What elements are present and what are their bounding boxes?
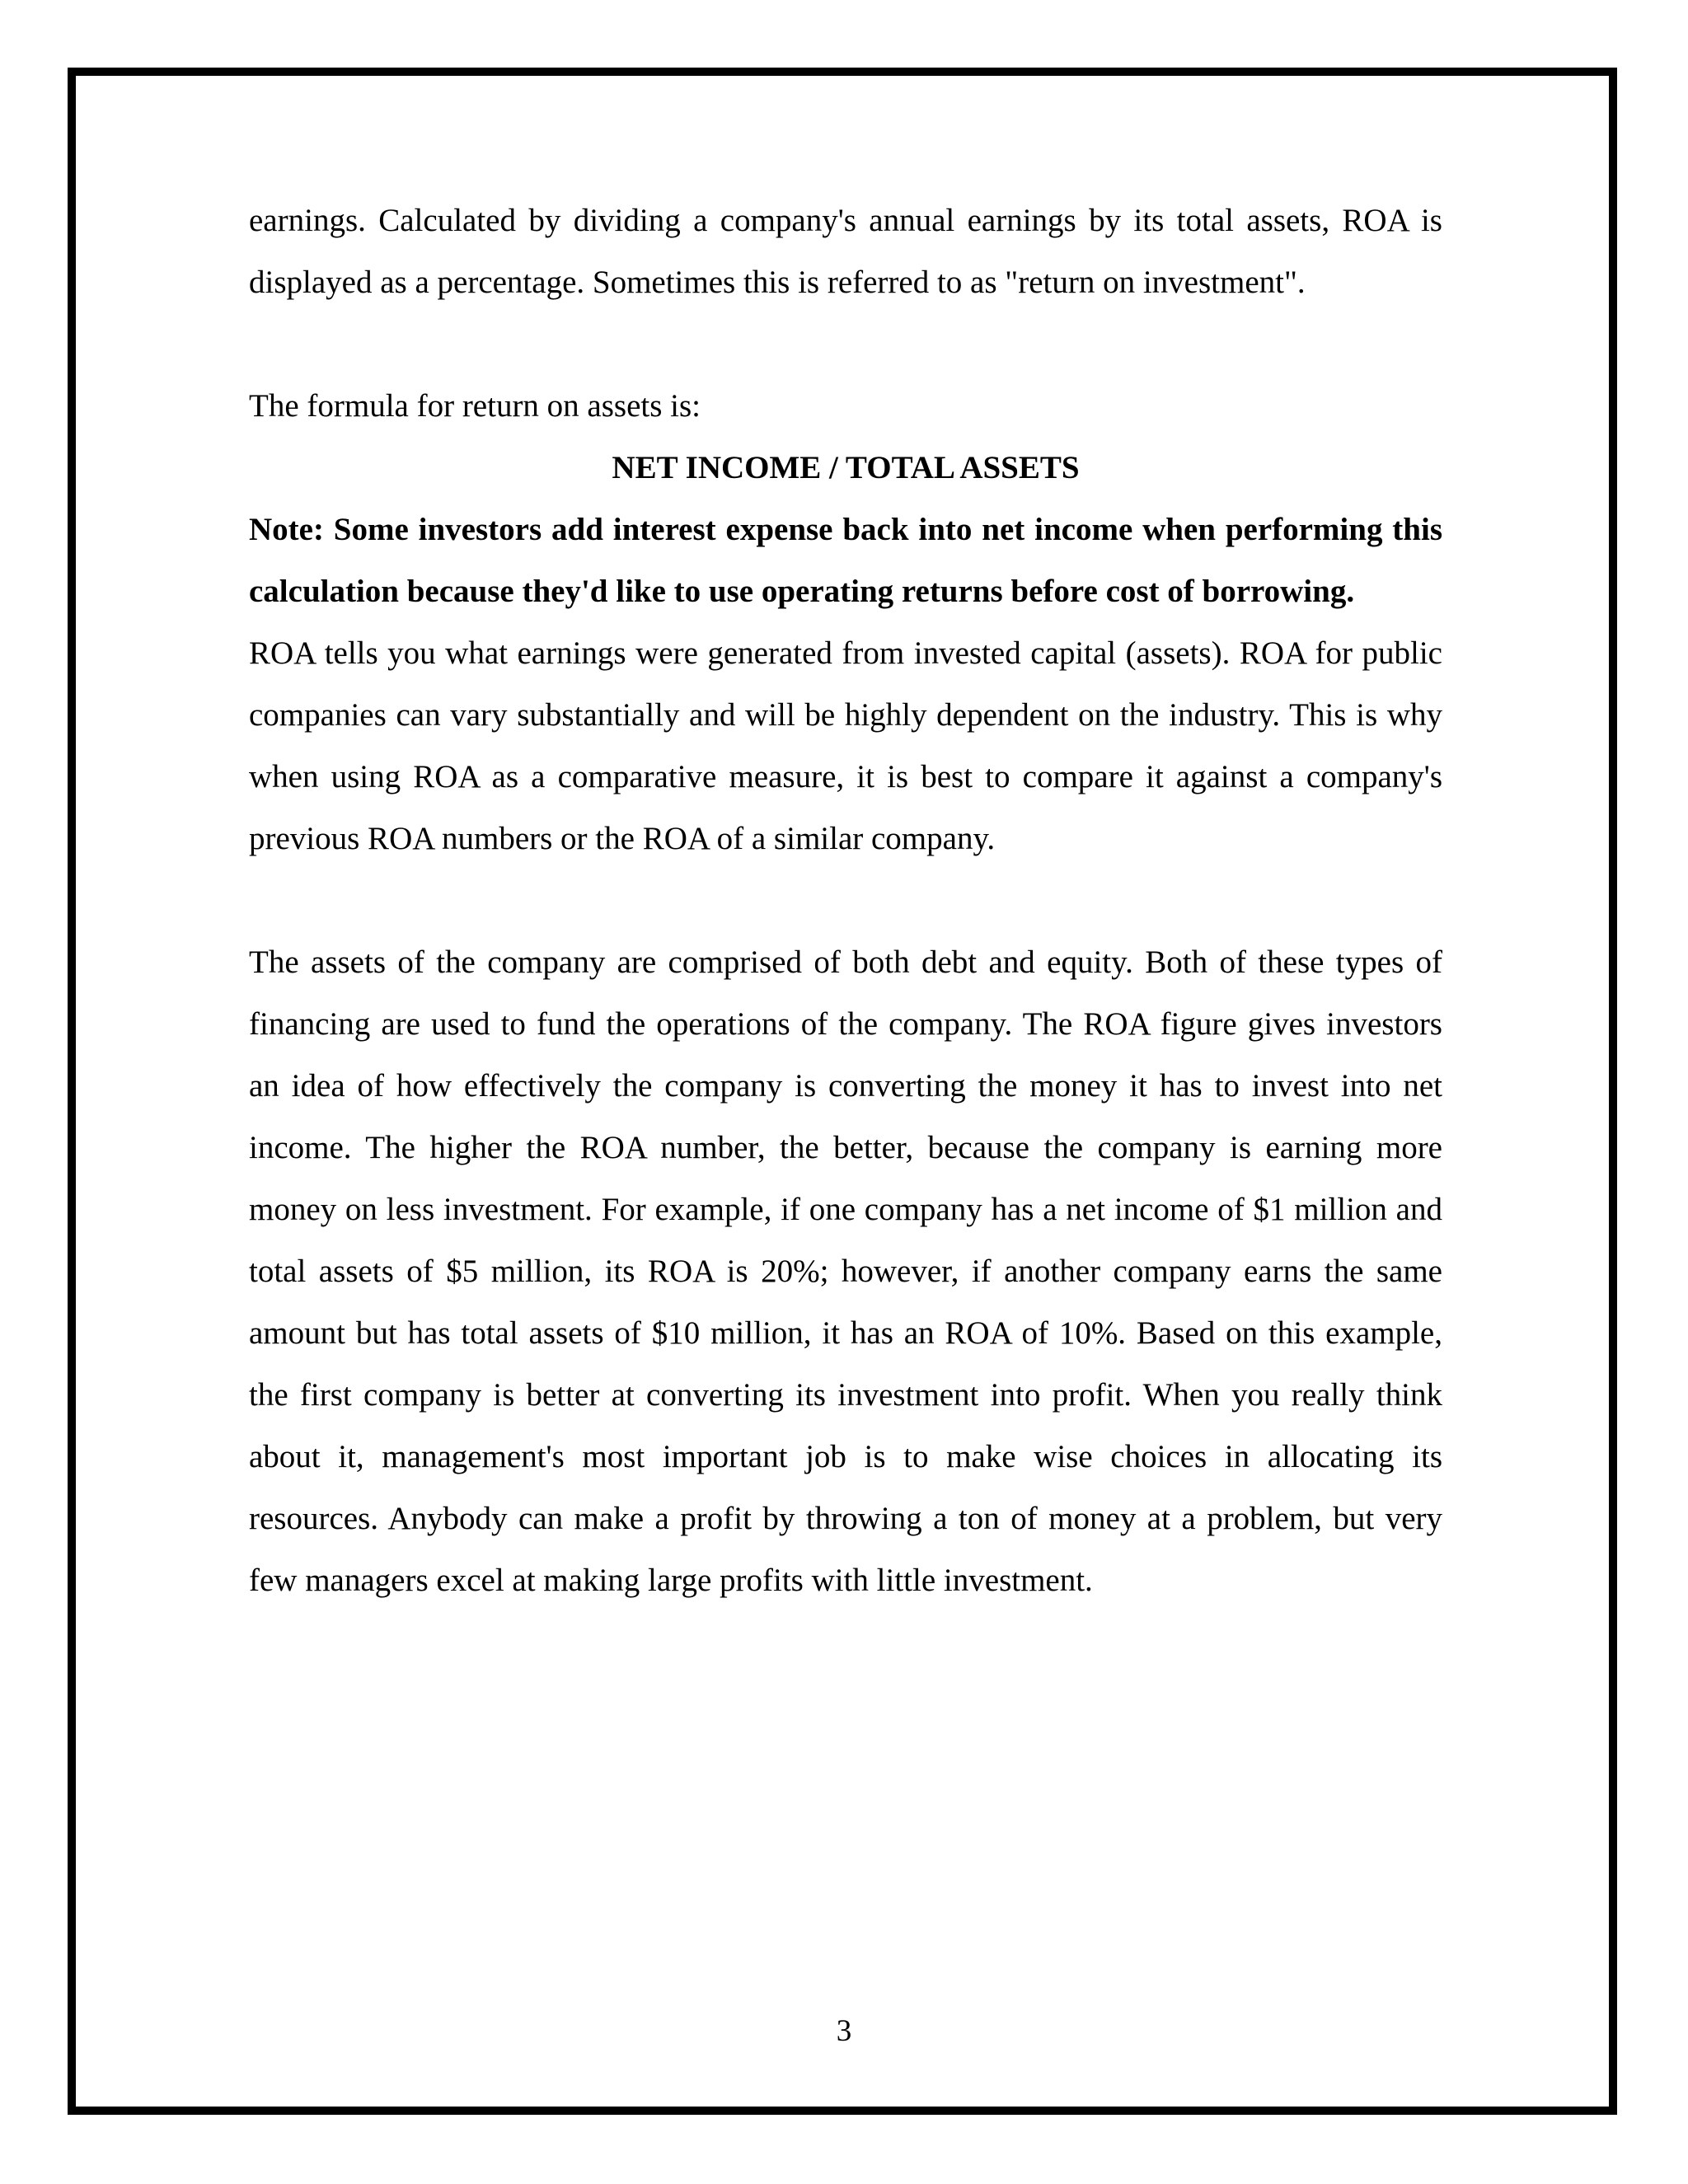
page-body	[249, 190, 1442, 1611]
paragraph-roa-explanation: ROA tells you what earnings were generated from invested capital (assets). ROA for public companies can vary substantially and will be highly dependent on the industry. This is why when using ROA as a comparative measure, it is best to compare it against a company's previous ROA numbers or the ROA of a similar company.	[249, 635, 1442, 856]
paragraph-formula-intro: The formula for return on assets is:	[249, 388, 701, 424]
paragraph-spacer	[249, 869, 1442, 931]
paragraph-intro-continuation: earnings. Calculated by dividing a company's annual earnings by its total assets, ROA is displayed as a percentage. Sometimes this is referred to as "return on investment".	[249, 203, 1442, 300]
page-number: 3	[836, 2014, 852, 2048]
note-paragraph: Note: Some investors add interest expense back into net income when performing this calculation because they'd like to use operating returns before cost of borrowing.	[249, 512, 1442, 609]
paragraph-assets-discussion: The assets of the company are comprised of both debt and equity. Both of these types of financing are used to fund the operations of the company. The ROA figure gives investors an idea of how effectively the company is converting the money it has to invest into net income. The higher the ROA number, the better, because the company is earning more money on less investment. For example, if one company has a net income of $1 million and total assets of $5 million, its ROA is 20%; however, if another company earns the same amount but has total assets of $10 million, it has an ROA of 10%. Based on this example, the first company is better at converting its investment into profit. When you really think about it, management's most important job is to make wise choices in allocating its resources. Anybody can make a profit by throwing a ton of money at a problem, but very few managers excel at making large profits with little investment.	[249, 944, 1442, 1598]
formula-heading: NET INCOME / TOTAL ASSETS	[612, 450, 1080, 485]
paragraph-spacer	[249, 313, 1442, 375]
